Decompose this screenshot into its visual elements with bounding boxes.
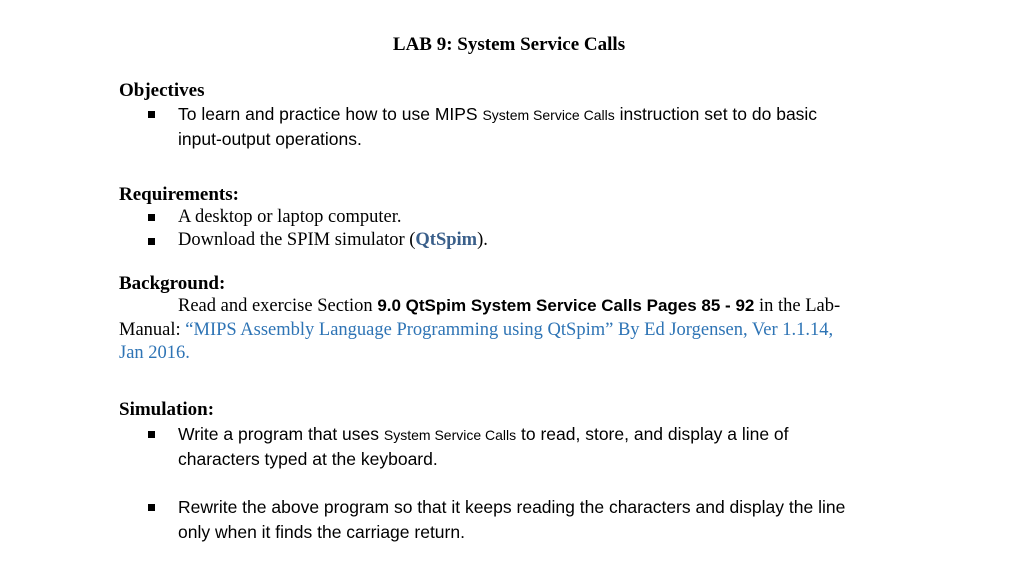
background-line-2-end: By Ed Jorgensen, Ver 1.1.14, bbox=[613, 320, 834, 340]
system-service-calls-term: System Service Calls bbox=[482, 107, 615, 123]
requirements-item-2-end: ). bbox=[477, 230, 488, 250]
background-line-1-text: Read and exercise Section bbox=[178, 296, 378, 316]
qtspim-link[interactable]: QtSpim bbox=[415, 230, 478, 250]
simulation-heading: Simulation: bbox=[119, 399, 215, 420]
requirements-item-2-text: Download the SPIM simulator ( bbox=[178, 230, 416, 250]
objectives-item-1-text-cont: instruction set to do basic bbox=[614, 104, 818, 124]
objectives-item-1 bbox=[178, 102, 817, 128]
background-line-1-end: in the Lab- bbox=[754, 296, 841, 316]
page-title: LAB 9: System Service Calls bbox=[392, 34, 626, 55]
simulation-item-2: Rewrite the above program so that it keeps reading the characters and display the line bbox=[178, 497, 846, 517]
simulation-item-1-text: Write a program that uses bbox=[178, 424, 384, 444]
simulation-item-1 bbox=[178, 422, 789, 448]
system-service-calls-term: System Service Calls bbox=[383, 427, 517, 443]
requirements-item-1: A desktop or laptop computer. bbox=[178, 207, 402, 227]
bullet-icon bbox=[148, 111, 155, 118]
background-heading: Background: bbox=[119, 273, 226, 294]
objectives-item-1-text: To learn and practice how to use MIPS bbox=[178, 104, 483, 124]
simulation-item-1-line2: characters typed at the keyboard. bbox=[178, 449, 438, 469]
requirements-heading: Requirements: bbox=[119, 184, 239, 205]
objectives-heading: Objectives bbox=[119, 80, 205, 101]
simulation-item-1-text-cont: to read, store, and display a line of bbox=[516, 424, 789, 444]
background-line-2-text: Manual: bbox=[119, 320, 186, 340]
lab-manual-link[interactable]: “MIPS Assembly Language Programming using QtSpim” bbox=[185, 320, 614, 340]
section-reference: 9.0 QtSpim System Service Calls Pages 85 - 92 bbox=[377, 296, 755, 315]
simulation-item-2-line2: only when it finds the carriage return. bbox=[178, 522, 465, 542]
bullet-icon bbox=[148, 504, 155, 511]
bullet-icon bbox=[148, 431, 155, 438]
background-line-1 bbox=[178, 296, 840, 317]
background-line-2 bbox=[119, 320, 833, 341]
background-line-3: Jan 2016. bbox=[119, 343, 190, 363]
requirements-item-2 bbox=[178, 230, 488, 251]
bullet-icon bbox=[148, 214, 155, 221]
bullet-icon bbox=[148, 238, 155, 245]
objectives-item-1-line2: input-output operations. bbox=[178, 129, 362, 149]
